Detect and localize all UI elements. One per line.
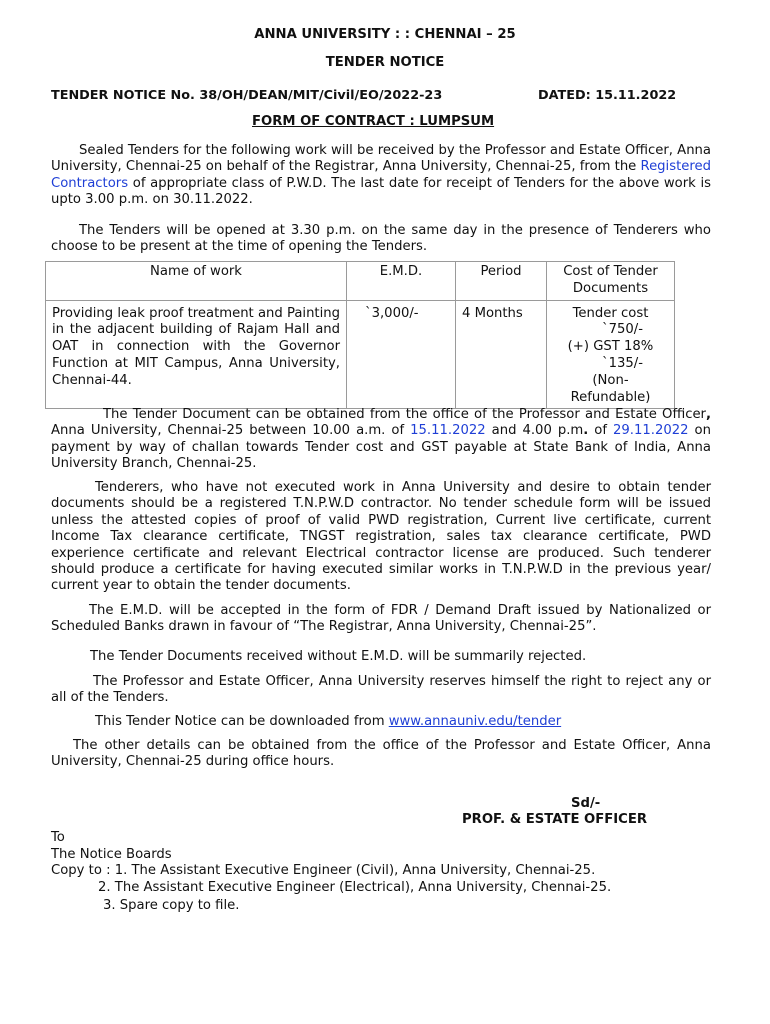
cell-name-of-work: Providing leak proof treatment and Painting in the adjacent building of Rajam Hall and OAT in connection with the Governor Function at MIT Campus, Anna University, Chennai-44. <box>46 300 347 409</box>
distribution-notice-boards: The Notice Boards <box>51 847 172 862</box>
registered-contractors-link[interactable]: Registered Contractors <box>51 159 711 191</box>
start-date: 15.11.2022 <box>410 423 486 439</box>
paragraph-opening-of-tenders: The Tenders will be opened at 3.30 p.m. on the same day in the presence of Tenderers who choose to be present at the time of opening the Tenders. <box>51 223 711 255</box>
cost-gst-amount: `135/- <box>602 355 643 371</box>
copy-to-line-1: Copy to : 1. The Assistant Executive Engineer (Civil), Anna University, Chennai-25. <box>51 863 596 878</box>
signature-title: PROF. & ESTATE OFFICER <box>462 812 648 827</box>
paragraph-other-details: The other details can be obtained from the office of the Professor and Estate Officer, Anna University, Chennai-25 during office hours. <box>51 738 711 770</box>
notice-number: TENDER NOTICE No. 38/OH/DEAN/MIT/Civil/EO/2022-23 <box>51 88 443 103</box>
end-date: 29.11.2022 <box>613 423 689 439</box>
paragraph-document-availability: The Tender Document can be obtained from the office of the Professor and Estate Officer, Anna University, Chennai-25 between 10.00 a.m. of 15.11.2022 and 4.00 p.m. of 29.11.2022 on payment by way of challan towards Tender cost and GST payable at State Bank of India, Anna University Branch, Chennai-25. <box>51 407 711 472</box>
paragraph-tenderer-eligibility: Tenderers, who have not executed work in Anna University and desire to obtain tender documents should be a registered T.N.P.W.D contractor. No tender schedule form will be issued unless the attested copies of proof of valid PWD registration, Current live certificate, current Income Tax clearance certificate, TNGST registration, sales tax clearance certificate, PWD experience certificate and relevant Electrical contractor license are produced. Such tenderer should produce a certificate for having executed similar works in T.N.P.W.D in the previous year/ current year to obtain the tender documents. <box>51 480 711 594</box>
cost-non-refundable: (Non-Refundable) <box>570 372 651 405</box>
table-header-row <box>46 262 675 301</box>
cost-tender-label: Tender cost <box>572 305 649 321</box>
header-period: Period <box>456 262 547 301</box>
download-link[interactable]: www.annauniv.edu/tender <box>388 714 562 729</box>
table-row <box>46 300 675 409</box>
paragraph-rights-reserved: The Professor and Estate Officer, Anna University reserves himself the right to reject any or all of the Tenders. <box>51 674 711 706</box>
paragraph-emd-form: The E.M.D. will be accepted in the form of FDR / Demand Draft issued by Nationalized or Scheduled Banks drawn in favour of “The Registrar, Anna University, Chennai-25”. <box>51 603 711 635</box>
paragraph-receipt-of-tenders: Sealed Tenders for the following work will be received by the Professor and Estate Officer, Anna University, Chennai-25 on behalf of the Registrar, Anna University, Chennai-25, from the Registered Contractors of appropriate class of P.W.D. The last date for receipt of Tenders for the above work is upto 3.00 p.m. on 30.11.2022. <box>51 143 711 208</box>
signature-sd: Sd/- <box>571 796 601 811</box>
paragraph-download: This Tender Notice can be downloaded from www.annauniv.edu/tender <box>95 714 562 729</box>
notice-title: TENDER NOTICE <box>325 55 445 70</box>
notice-date: DATED: 15.11.2022 <box>538 88 677 103</box>
copy-to-line-3: 3. Spare copy to file. <box>103 898 240 913</box>
distribution-to: To <box>51 830 65 845</box>
cell-emd: `3,000/- <box>347 300 456 409</box>
cell-cost <box>547 300 675 409</box>
cost-gst-label: (+) GST 18% <box>567 339 654 355</box>
cell-period: 4 Months <box>456 300 547 409</box>
paragraph-rejection: The Tender Documents received without E.M.D. will be summarily rejected. <box>90 649 587 664</box>
tender-table <box>45 261 675 409</box>
header-cost-of-tender-documents: Cost of Tender Documents <box>547 262 675 301</box>
cost-tender-amount: `750/- <box>602 322 643 338</box>
university-heading: ANNA UNIVERSITY : : CHENNAI – 25 <box>254 27 516 42</box>
header-name-of-work: Name of work <box>46 262 347 301</box>
header-emd: E.M.D. <box>347 262 456 301</box>
form-of-contract: FORM OF CONTRACT : LUMPSUM <box>252 114 495 129</box>
copy-to-line-2: 2. The Assistant Executive Engineer (Electrical), Anna University, Chennai-25. <box>98 880 612 895</box>
